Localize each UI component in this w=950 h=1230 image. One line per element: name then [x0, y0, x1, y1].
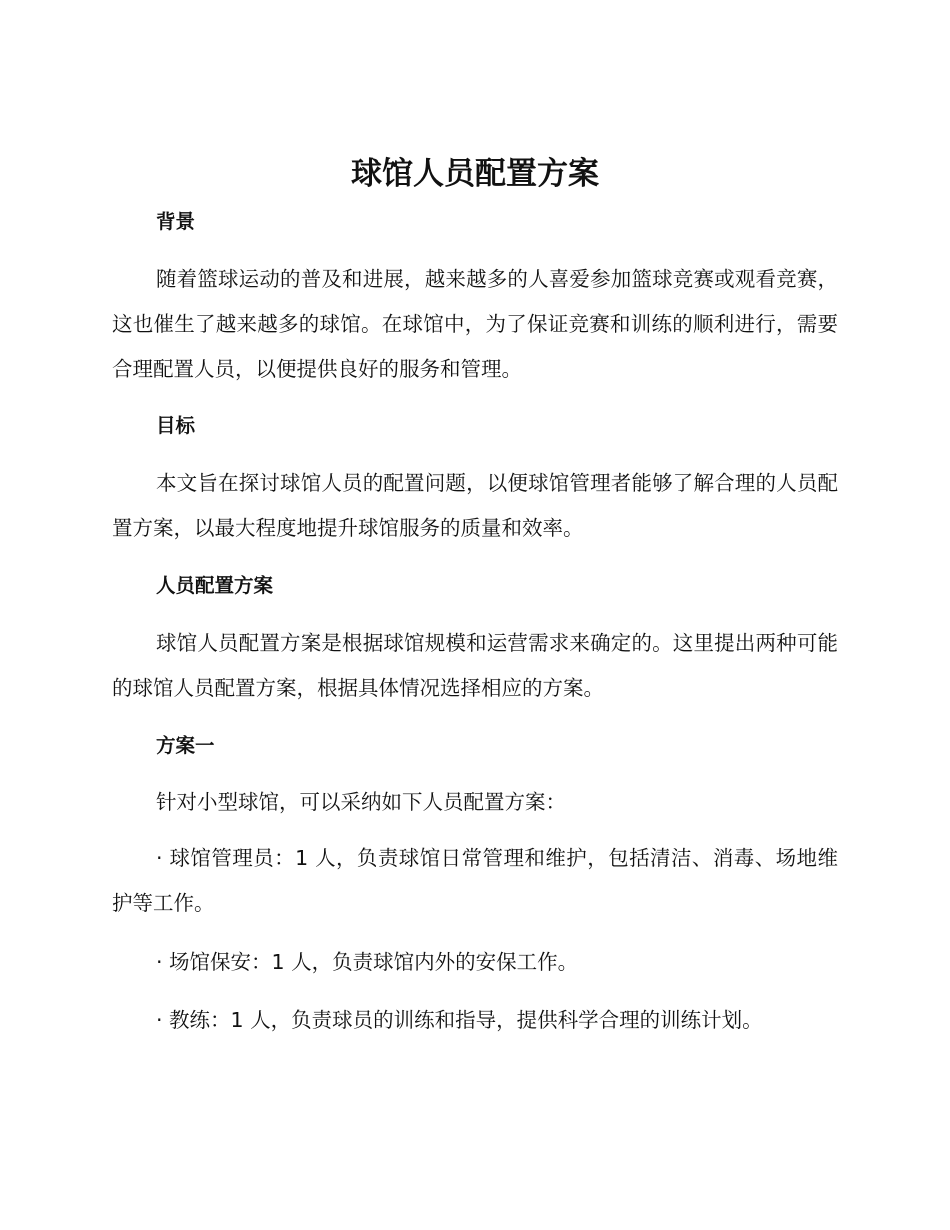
paragraph-plan-one-intro: 针对小型球馆，可以采纳如下人员配置方案： — [156, 790, 566, 814]
paragraph-staffing-plan: 球馆人员配置方案是根据球馆规模和运营需求来确定的。这里提出两种可能的球馆人员配置方案，根据具体情况选择相应的方案。 — [112, 631, 838, 700]
section-heading-staffing-plan: 人员配置方案 — [156, 574, 274, 597]
section-heading-goal: 目标 — [156, 414, 196, 437]
list-item-coach: · 教练：1 人，负责球员的训练和指导，提供科学合理的训练计划。 — [156, 1008, 763, 1032]
paragraph-goal: 本文旨在探讨球馆人员的配置问题，以便球馆管理者能够了解合理的人员配置方案，以最大程度地提升球馆服务的质量和效率。 — [112, 471, 838, 540]
paragraph-background: 随着篮球运动的普及和进展，越来越多的人喜爱参加篮球竞赛或观看竞赛，这也催生了越来越多的球馆。在球馆中，为了保证竞赛和训练的顺利进行，需要合理配置人员，以便提供良好的服务和管理。 — [112, 267, 838, 381]
section-heading-plan-one: 方案一 — [156, 734, 215, 757]
section-heading-background: 背景 — [156, 210, 196, 233]
list-item-venue-security: · 场馆保安：1 人，负责球馆内外的安保工作。 — [156, 950, 579, 974]
document-title: 球馆人员配置方案 — [351, 156, 599, 192]
list-item-venue-manager: · 球馆管理员：1 人，负责球馆日常管理和维护，包括清洁、消毒、场地维护等工作。 — [112, 846, 838, 915]
